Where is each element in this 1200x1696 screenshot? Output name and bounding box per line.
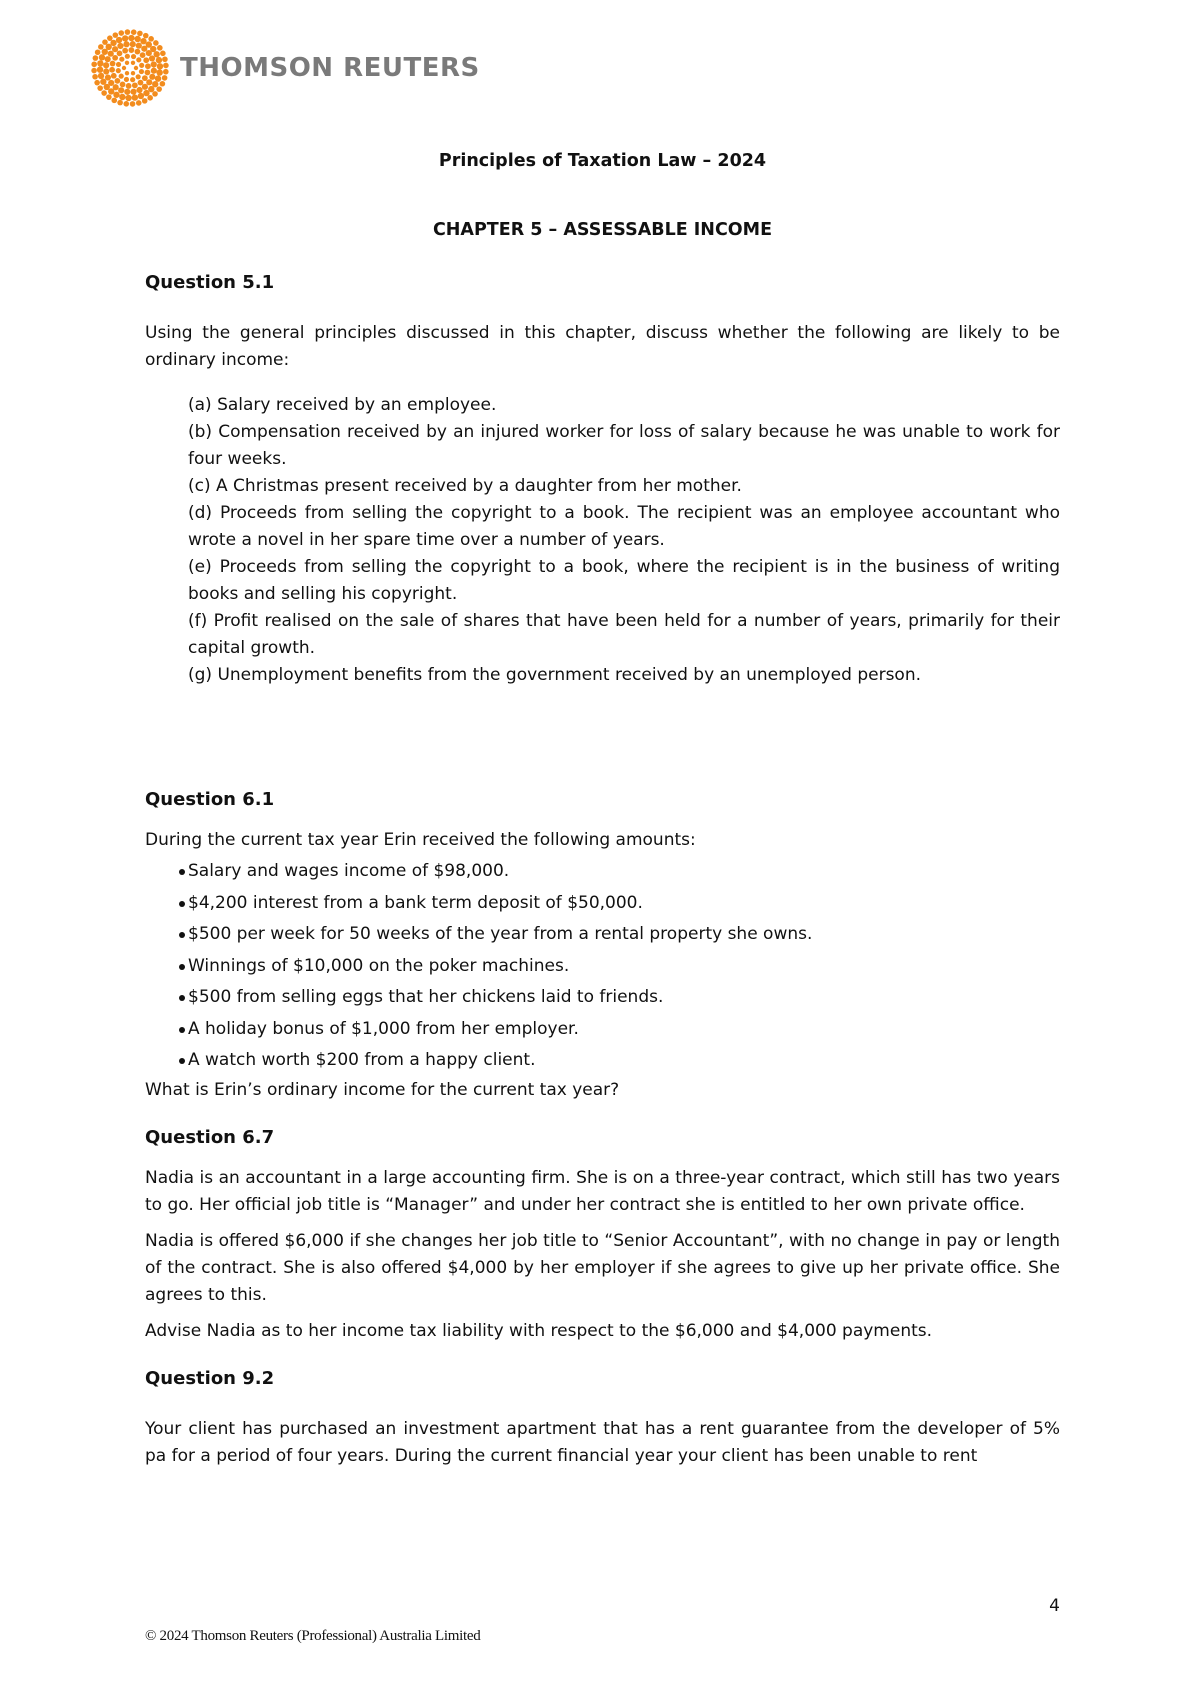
logo-dot — [110, 61, 116, 67]
bullet-icon — [179, 869, 185, 875]
logo-dot — [119, 74, 124, 79]
logo-dot — [108, 51, 114, 57]
logo-dot — [134, 36, 140, 42]
logo-dot — [125, 29, 131, 35]
logo-dot — [98, 73, 104, 79]
list-item: (c) A Christmas present received by a daughter from her mother. — [188, 476, 742, 496]
question-5-1-intro: Using the general principles discussed in this chapter, discuss whether the following are likely to be ordinary income: — [145, 323, 1060, 370]
bullet-item: A watch worth $200 from a happy client. — [145, 1045, 1060, 1077]
logo-dot — [131, 61, 135, 65]
bullet-item: $500 per week for 50 weeks of the year from a rental property she owns. — [145, 919, 1060, 951]
copyright-notice: © 2024 Thomson Reuters (Professional) Australia Limited — [145, 1628, 481, 1644]
logo-dot — [122, 35, 128, 41]
logo-dot — [131, 71, 135, 75]
question-6-1-intro: During the current tax year Erin received the following amounts: — [145, 830, 696, 850]
logo-dot — [122, 48, 128, 54]
logo-dot — [132, 94, 138, 100]
logo-dot — [145, 63, 151, 69]
logo-dot — [140, 52, 146, 58]
question-6-1-question: What is Erin’s ordinary income for the current tax year? — [145, 1079, 620, 1100]
bullet-icon — [179, 1027, 185, 1033]
logo-dot — [139, 69, 144, 74]
logo-dot — [143, 57, 149, 63]
document-title: Principles of Taxation Law – 2024 — [438, 151, 767, 171]
list-item: (b) Compensation received by an injured worker for loss of salary because he was unable to work for four weeks. — [188, 422, 1060, 469]
logo-dot — [95, 49, 101, 55]
logo-dot — [149, 74, 155, 80]
bullet-icon — [179, 901, 185, 907]
thomson-reuters-dot-logo-icon — [90, 28, 170, 108]
logo-dot — [163, 69, 169, 75]
logo-dot — [156, 86, 162, 92]
thomson-reuters-logo — [90, 28, 480, 108]
logo-dot — [148, 36, 154, 42]
logo-dot — [110, 40, 116, 46]
logo-dot — [131, 54, 136, 59]
logo-dot — [130, 89, 136, 95]
question-6-7-para-2: Nadia is offered $6,000 if she changes her job title to “Senior Accountant”, with no change in pay or length of the contract. She is also offered $4,000 by her employer if she agrees to give up her private office. She agrees to this. — [145, 1230, 1060, 1305]
logo-dot — [142, 75, 148, 81]
logo-dot — [97, 60, 103, 66]
logo-dot — [119, 57, 124, 62]
logo-dot — [160, 51, 166, 57]
logo-dot — [101, 90, 107, 96]
logo-dot — [160, 81, 166, 87]
logo-dot — [147, 95, 153, 101]
logo-dot — [103, 62, 109, 68]
question-6-7-heading: Question 6.7 — [145, 1126, 275, 1148]
logo-dot — [131, 29, 137, 35]
logo-dot — [152, 91, 158, 97]
logo-dot — [91, 61, 97, 67]
logo-dot — [139, 63, 144, 68]
question-9-2-heading: Question 9.2 — [145, 1367, 275, 1389]
logo-dot — [120, 82, 126, 88]
logo-dot — [123, 101, 129, 107]
bullet-icon — [179, 964, 185, 970]
logo-dot — [156, 57, 162, 63]
logo-dot — [157, 63, 163, 69]
logo-dot — [142, 84, 148, 90]
logo-dot — [119, 94, 125, 100]
logo-dot — [132, 82, 138, 88]
logo-dot — [105, 56, 111, 62]
logo-dot — [115, 78, 121, 84]
logo-dot — [102, 39, 108, 45]
logo-dot — [106, 94, 112, 100]
logo-dot — [100, 79, 106, 85]
logo-dot — [113, 32, 119, 38]
logo-dot — [136, 74, 141, 79]
list-item: (d) Proceeds from selling the copyright to a book. The recipient was an employee accountant who wrote a novel in her spare time over a number of years. — [188, 503, 1060, 550]
question-6-7-para-3: Advise Nadia as to her income tax liability with respect to the $6,000 and $4,000 payments. — [145, 1320, 933, 1341]
logo-dot — [136, 57, 141, 62]
logo-dot — [122, 66, 126, 70]
logo-dot — [112, 55, 118, 61]
logo-dot — [135, 49, 141, 55]
logo-dot — [142, 98, 148, 104]
logo-dot — [151, 61, 157, 67]
logo-dot — [137, 31, 143, 37]
logo-dot — [143, 33, 149, 39]
logo-dot — [92, 74, 98, 80]
logo-dot — [145, 70, 151, 76]
question-6-1-bullets — [145, 856, 1060, 1077]
logo-dot — [162, 56, 168, 62]
logo-dot — [116, 37, 122, 43]
logo-dot — [118, 30, 124, 36]
question-5-1-items — [188, 392, 1060, 689]
logo-dot — [111, 73, 117, 79]
logo-dot — [155, 75, 161, 81]
list-item: (e) Proceeds from selling the copyright to a book, where the recipient is in the business of writing books and selling his copyright. — [188, 557, 1060, 604]
question-5-1-heading: Question 5.1 — [145, 272, 275, 293]
logo-dot — [125, 54, 130, 59]
logo-dot — [143, 90, 149, 96]
logo-dot — [140, 38, 146, 44]
logo-dot — [125, 71, 129, 75]
logo-dot — [109, 67, 115, 73]
logo-dot — [136, 87, 142, 93]
logo-dot — [97, 67, 103, 73]
page-number: 4 — [1049, 1596, 1060, 1616]
logo-dot — [128, 35, 134, 41]
logo-dot — [134, 66, 138, 70]
logo-dot — [125, 61, 129, 65]
logo-dot — [156, 69, 162, 75]
logo-dot — [153, 51, 159, 57]
logo-dot — [136, 100, 142, 106]
logo-dot — [153, 40, 159, 46]
question-6-7-para-1: Nadia is an accountant in a large accounting firm. She is on a three-year contract, which still has two years to go. Her official job title is “Manager” and under her contract she is entitled to her own private office. — [145, 1167, 1060, 1215]
bullet-item: $500 from selling eggs that her chickens laid to friends. — [145, 982, 1060, 1014]
logo-dot — [113, 92, 119, 98]
bullet-icon — [179, 932, 185, 938]
question-6-1-heading: Question 6.1 — [145, 789, 275, 810]
logo-dot — [107, 35, 113, 41]
logo-dot — [99, 54, 105, 60]
logo-dot — [117, 50, 123, 56]
logo-dot — [162, 75, 168, 81]
chapter-title: CHAPTER 5 – ASSESSABLE INCOME — [432, 220, 773, 240]
bullet-icon — [179, 1058, 185, 1064]
logo-dot — [123, 41, 129, 47]
logo-text: THOMSON REUTERS — [180, 53, 480, 83]
logo-dot — [138, 80, 144, 86]
logo-dot — [138, 93, 144, 99]
logo-dot — [124, 89, 130, 95]
logo-dot — [94, 80, 100, 86]
bullet-icon — [179, 995, 185, 1001]
list-item: (f) Profit realised on the sale of shares that have been held for a number of years, primarily for their capital growth. — [188, 611, 1060, 658]
logo-dot — [130, 101, 136, 107]
logo-dot — [116, 68, 121, 73]
logo-dot — [97, 85, 103, 91]
question-9-2-para-1: Your client has purchased an investment apartment that has a rent guarantee from the developer of 5% pa for a period of four years. During the current financial year your client has been unable to rent — [145, 1418, 1060, 1466]
logo-dot — [136, 43, 142, 49]
logo-dot — [117, 43, 123, 49]
logo-dot — [104, 84, 110, 90]
logo-dot — [130, 41, 136, 47]
logo-dot — [146, 79, 152, 85]
bullet-item: $4,200 interest from a bank term deposit of $50,000. — [145, 888, 1060, 920]
bullet-item: Winnings of $10,000 on the poker machines. — [145, 951, 1060, 983]
logo-dot — [117, 100, 123, 106]
list-item: (a) Salary received by an employee. — [188, 395, 497, 415]
logo-dot — [93, 55, 99, 61]
bullet-item: Salary and wages income of $98,000. — [145, 856, 1060, 888]
document-body — [145, 148, 1060, 1470]
logo-dot — [111, 98, 117, 104]
logo-dot — [118, 87, 124, 93]
bullet-item: A holiday bonus of $1,000 from her employer. — [145, 1014, 1060, 1046]
logo-dot — [130, 77, 135, 82]
logo-dot — [157, 45, 163, 51]
logo-dot — [116, 62, 121, 67]
logo-dot — [150, 46, 156, 52]
logo-dot — [163, 63, 169, 69]
logo-dot — [125, 95, 131, 101]
logo-dot — [151, 68, 157, 74]
logo-dot — [98, 44, 104, 50]
logo-dot — [112, 46, 118, 52]
logo-dot — [126, 83, 132, 89]
list-item: (g) Unemployment benefits from the government received by an unemployed person. — [188, 665, 922, 685]
logo-dot — [124, 77, 129, 82]
logo-dot — [128, 47, 134, 53]
logo-dot — [103, 68, 109, 74]
logo-dot — [91, 68, 97, 74]
